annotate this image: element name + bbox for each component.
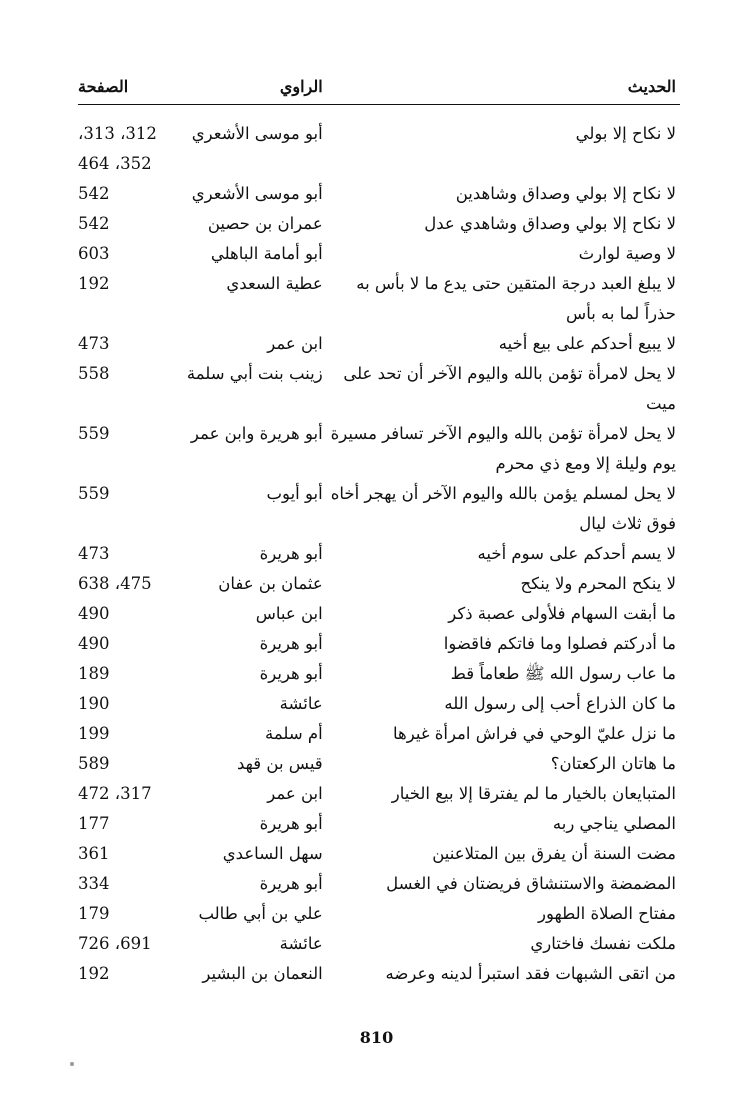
- hadith-text: المصلي يناجي ربه: [552, 814, 676, 833]
- margin-mark: [70, 1062, 74, 1066]
- table-row: [78, 779, 680, 809]
- page-refs: 361: [78, 844, 110, 863]
- table-row: [78, 809, 680, 839]
- header-page: الصفحة: [78, 70, 164, 105]
- hadith-text: لا يحل لمسلم يؤمن بالله واليوم الآخر أن يهجر أخاه فوق ثلاث ليال: [330, 484, 676, 533]
- table-row: [78, 689, 680, 719]
- page-refs: 317، 472: [78, 784, 152, 803]
- narrator-name: عمران بن حصين: [207, 214, 323, 233]
- narrator-name: أبو هريرة وابن عمر: [190, 424, 323, 443]
- header-hadith: الحديث: [323, 70, 680, 105]
- hadith-text: ما أبقت السهام فلأولى عصبة ذكر: [448, 604, 676, 623]
- narrator-name: ابن عباس: [255, 604, 323, 623]
- hadith-text: ما أدركتم فصلوا وما فاتكم فاقضوا: [443, 634, 676, 653]
- page-refs: 558: [78, 364, 110, 383]
- page-refs: 542: [78, 184, 110, 203]
- page-refs: 334: [78, 874, 110, 893]
- narrator-name: قيس بن قهد: [237, 754, 323, 773]
- hadith-text: مفتاح الصلاة الطهور: [538, 904, 676, 923]
- page-refs: 559: [78, 484, 110, 503]
- hadith-text: ما كان الذراع أحب إلى رسول الله: [444, 694, 676, 713]
- narrator-name: أبو هريرة: [259, 664, 323, 683]
- hadith-text: ما هاتان الركعتان؟: [550, 754, 676, 773]
- page-refs: 490: [78, 634, 110, 653]
- table-row: [78, 269, 680, 329]
- page-refs: 190: [78, 694, 110, 713]
- hadith-text: لا نكاح إلا بولي: [575, 124, 676, 143]
- narrator-name: أبو موسى الأشعري: [191, 184, 323, 203]
- page-refs: 192: [78, 964, 110, 983]
- hadith-text: ما نزل عليّ الوحي في فراش امرأة غيرها: [393, 724, 676, 743]
- table-row: [78, 959, 680, 989]
- page-refs: 189: [78, 664, 110, 683]
- narrator-name: ابن عمر: [267, 784, 323, 803]
- page-refs: 490: [78, 604, 110, 623]
- table-row: [78, 749, 680, 779]
- page-refs: 542: [78, 214, 110, 233]
- hadith-text: ملكت نفسك فاختاري: [530, 934, 676, 953]
- narrator-name: عائشة: [279, 694, 323, 713]
- narrator-name: أبو هريرة: [259, 814, 323, 833]
- page-refs: 603: [78, 244, 110, 263]
- hadith-text: المضمضة والاستنشاق فريضتان في الغسل: [386, 874, 676, 893]
- table-row: [78, 719, 680, 749]
- narrator-name: أبو أيوب: [266, 484, 323, 503]
- page-refs: 473: [78, 544, 110, 563]
- hadith-text: لا وصية لوارث: [578, 244, 676, 263]
- narrator-name: ابن عمر: [267, 334, 323, 353]
- table-row: [78, 479, 680, 539]
- narrator-name: عائشة: [279, 934, 323, 953]
- narrator-name: عطية السعدي: [226, 274, 323, 293]
- page-refs: 177: [78, 814, 110, 833]
- table-row: [78, 329, 680, 359]
- table-row: [78, 839, 680, 869]
- narrator-name: أبو هريرة: [259, 634, 323, 653]
- hadith-text: المتبايعان بالخيار ما لم يفترقا إلا بيع الخيار: [391, 784, 676, 803]
- narrator-name: عثمان بن عفان: [218, 574, 323, 593]
- narrator-name: أبو موسى الأشعري: [191, 124, 323, 143]
- hadith-text: من اتقى الشبهات فقد استبرأ لدينه وعرضه: [385, 964, 676, 983]
- table-row: [78, 209, 680, 239]
- page-refs: 589: [78, 754, 110, 773]
- hadith-text: ما عاب رسول الله ﷺ طعاماً قط: [450, 664, 676, 683]
- hadith-text: لا نكاح إلا بولي وصداق وشاهدين: [455, 184, 676, 203]
- hadith-text: لا ينكح المحرم ولا ينكح: [520, 574, 676, 593]
- narrator-name: أبو هريرة: [259, 874, 323, 893]
- page-refs: 312، 313، 352، 464: [78, 124, 157, 173]
- table-row: [78, 569, 680, 599]
- page-refs: 473: [78, 334, 110, 353]
- table-row: [78, 179, 680, 209]
- page-refs: 691، 726: [78, 934, 152, 953]
- table-body: [78, 105, 680, 990]
- table-row: [78, 419, 680, 479]
- hadith-text: لا يبلغ العبد درجة المتقين حتى يدع ما لا بأس به حذراً لما به بأس: [356, 274, 676, 323]
- table-row: [78, 869, 680, 899]
- hadith-text: لا يسم أحدكم على سوم أخيه: [477, 544, 676, 563]
- table-row: [78, 929, 680, 959]
- table-row: [78, 105, 680, 180]
- narrator-name: أبو هريرة: [259, 544, 323, 563]
- page-refs: 475، 638: [78, 574, 152, 593]
- narrator-name: علي بن أبي طالب: [198, 904, 323, 923]
- table-row: [78, 659, 680, 689]
- page-refs: 559: [78, 424, 110, 443]
- hadith-text: لا يحل لامرأة تؤمن بالله واليوم الآخر تسافر مسيرة يوم وليلة إلا ومع ذي محرم: [330, 424, 676, 473]
- page-refs: 179: [78, 904, 110, 923]
- narrator-name: أبو أمامة الباهلي: [210, 244, 323, 263]
- table-row: [78, 629, 680, 659]
- table-row: [78, 539, 680, 569]
- page-number: 810: [359, 1028, 394, 1047]
- narrator-name: سهل الساعدي: [222, 844, 323, 863]
- table-row: [78, 359, 680, 419]
- hadith-text: لا يبيع أحدكم على بيع أخيه: [498, 334, 676, 353]
- narrator-name: زينب بنت أبي سلمة: [186, 364, 323, 383]
- table-row: [78, 239, 680, 269]
- narrator-name: أم سلمة: [264, 724, 323, 743]
- header-row: [78, 70, 680, 105]
- narrator-name: النعمان بن البشير: [202, 964, 323, 983]
- page-refs: 192: [78, 274, 110, 293]
- hadith-text: لا يحل لامرأة تؤمن بالله واليوم الآخر أن تحد على ميت: [343, 364, 676, 413]
- table-row: [78, 899, 680, 929]
- hadith-index-table: [78, 70, 680, 989]
- hadith-text: مضت السنة أن يفرق بين المتلاعنين: [432, 844, 676, 863]
- table-row: [78, 599, 680, 629]
- header-narrator: الراوي: [164, 70, 323, 105]
- hadith-text: لا نكاح إلا بولي وصداق وشاهدي عدل: [424, 214, 676, 233]
- page-refs: 199: [78, 724, 110, 743]
